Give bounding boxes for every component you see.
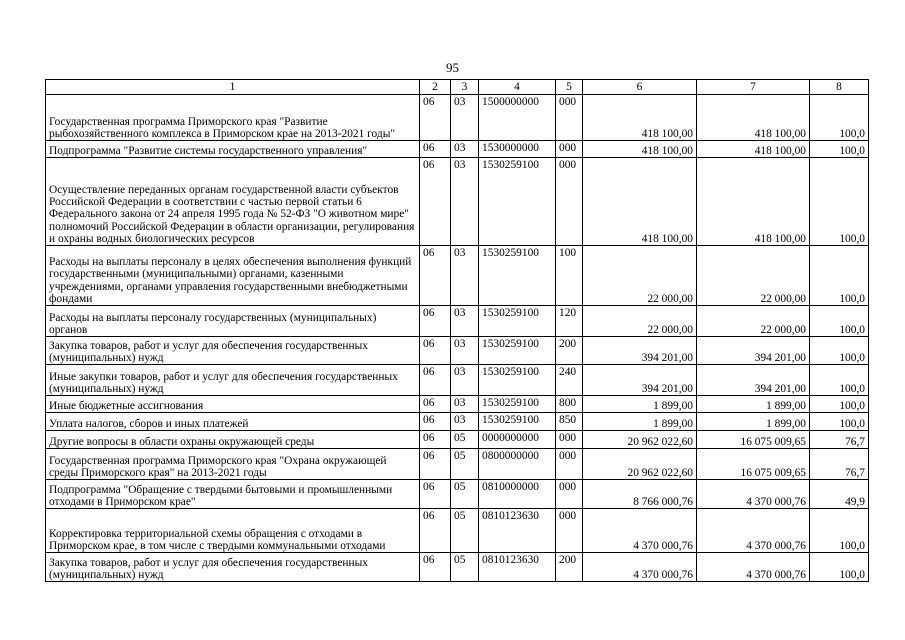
row-code-c3: 03: [451, 141, 479, 158]
row-code-c4: 1530259100: [479, 365, 556, 396]
row-code-c4: 1530259100: [479, 337, 556, 365]
row-code-c4: 1530259100: [479, 246, 556, 306]
row-name: Государственная программа Приморского края "Охрана окружающей среды Приморского края" на 2013-2021 годы: [46, 449, 420, 480]
row-code-c2: 06: [420, 413, 451, 431]
row-name: Другие вопросы в области охраны окружающей среды: [46, 431, 420, 449]
row-code-c4: 0810123630: [479, 553, 556, 582]
row-code-c5: 000: [556, 431, 583, 449]
row-code-c2: 06: [420, 141, 451, 158]
row-name: Уплата налогов, сборов и иных платежей: [46, 413, 420, 431]
row-percent-c8: 100,0: [810, 509, 869, 553]
table-row: [46, 337, 869, 365]
row-amount-c7: 16 075 009,65: [697, 449, 810, 480]
row-code-c5: 000: [556, 449, 583, 480]
row-code-c5: 200: [556, 553, 583, 582]
row-percent-c8: 100,0: [810, 396, 869, 413]
row-percent-c8: 100,0: [810, 306, 869, 337]
table-row: [46, 141, 869, 158]
row-percent-c8: 100,0: [810, 158, 869, 246]
column-header: 8: [810, 80, 869, 95]
row-code-c5: 000: [556, 95, 583, 141]
row-code-c5: 000: [556, 158, 583, 246]
row-code-c4: 0800000000: [479, 449, 556, 480]
row-percent-c8: 100,0: [810, 365, 869, 396]
table-row: [46, 413, 869, 431]
row-code-c4: 1530259100: [479, 158, 556, 246]
row-code-c3: 03: [451, 413, 479, 431]
row-amount-c7: 22 000,00: [697, 306, 810, 337]
row-percent-c8: 76,7: [810, 431, 869, 449]
column-header: 4: [479, 80, 556, 95]
row-amount-c7: 4 370 000,76: [697, 480, 810, 509]
row-code-c2: 06: [420, 431, 451, 449]
row-amount-c6: 418 100,00: [583, 158, 697, 246]
row-code-c5: 240: [556, 365, 583, 396]
row-code-c2: 06: [420, 509, 451, 553]
row-code-c3: 03: [451, 246, 479, 306]
row-percent-c8: 100,0: [810, 337, 869, 365]
row-code-c2: 06: [420, 158, 451, 246]
column-header: 2: [420, 80, 451, 95]
table-row: [46, 365, 869, 396]
row-percent-c8: 100,0: [810, 141, 869, 158]
column-header: 6: [583, 80, 697, 95]
row-amount-c7: 418 100,00: [697, 95, 810, 141]
page-number: 95: [446, 60, 459, 75]
column-header-row: [46, 80, 869, 95]
table-row: [46, 246, 869, 306]
column-header: 3: [451, 80, 479, 95]
row-code-c4: 0000000000: [479, 431, 556, 449]
row-code-c3: 05: [451, 449, 479, 480]
row-code-c5: 200: [556, 337, 583, 365]
row-code-c4: 1530000000: [479, 141, 556, 158]
row-name: Расходы на выплаты персоналу в целях обеспечения выполнения функций государственными (муниципальными) органами, казенными учреждениями, органами управления государственными внебюджетными фондами: [46, 246, 420, 306]
row-amount-c6: 22 000,00: [583, 306, 697, 337]
row-code-c3: 03: [451, 306, 479, 337]
row-code-c5: 000: [556, 480, 583, 509]
row-code-c3: 03: [451, 396, 479, 413]
row-code-c3: 03: [451, 337, 479, 365]
row-amount-c7: 418 100,00: [697, 141, 810, 158]
row-code-c3: 05: [451, 509, 479, 553]
row-name: Закупка товаров, работ и услуг для обеспечения государственных (муниципальных) нужд: [46, 553, 420, 582]
row-code-c2: 06: [420, 449, 451, 480]
row-amount-c6: 20 962 022,60: [583, 449, 697, 480]
table-row: [46, 431, 869, 449]
row-code-c4: 1530259100: [479, 306, 556, 337]
row-code-c5: 000: [556, 141, 583, 158]
row-name: Подпрограмма "Развитие системы государственного управления": [46, 141, 420, 158]
row-amount-c6: 22 000,00: [583, 246, 697, 306]
budget-table: [45, 79, 869, 582]
table-row: [46, 95, 869, 141]
row-percent-c8: 100,0: [810, 553, 869, 582]
row-name: Закупка товаров, работ и услуг для обеспечения государственных (муниципальных) нужд: [46, 337, 420, 365]
row-code-c4: 0810000000: [479, 480, 556, 509]
row-code-c4: 1530259100: [479, 396, 556, 413]
row-amount-c6: 394 201,00: [583, 365, 697, 396]
row-amount-c7: 394 201,00: [697, 337, 810, 365]
row-code-c2: 06: [420, 337, 451, 365]
row-percent-c8: 49,9: [810, 480, 869, 509]
row-code-c5: 800: [556, 396, 583, 413]
row-code-c5: 120: [556, 306, 583, 337]
row-name: Иные бюджетные ассигнования: [46, 396, 420, 413]
table-row: [46, 158, 869, 246]
row-amount-c6: 4 370 000,76: [583, 509, 697, 553]
row-code-c4: 1530259100: [479, 413, 556, 431]
row-code-c3: 05: [451, 553, 479, 582]
row-amount-c6: 1 899,00: [583, 396, 697, 413]
row-code-c2: 06: [420, 365, 451, 396]
column-header: 5: [556, 80, 583, 95]
row-code-c2: 06: [420, 480, 451, 509]
row-code-c2: 06: [420, 396, 451, 413]
row-code-c2: 06: [420, 306, 451, 337]
row-code-c5: 000: [556, 509, 583, 553]
row-code-c5: 850: [556, 413, 583, 431]
row-amount-c6: 418 100,00: [583, 95, 697, 141]
column-header: 7: [697, 80, 810, 95]
table-row: [46, 480, 869, 509]
row-amount-c7: 1 899,00: [697, 413, 810, 431]
row-amount-c6: 20 962 022,60: [583, 431, 697, 449]
row-percent-c8: 100,0: [810, 413, 869, 431]
row-amount-c7: 16 075 009,65: [697, 431, 810, 449]
table-row: [46, 449, 869, 480]
row-amount-c6: 418 100,00: [583, 141, 697, 158]
row-code-c4: 0810123630: [479, 509, 556, 553]
row-name: Подпрограмма "Обращение с твердыми бытовыми и промышленными отходами в Приморском крае": [46, 480, 420, 509]
row-amount-c7: 1 899,00: [697, 396, 810, 413]
table-row: [46, 396, 869, 413]
row-code-c2: 06: [420, 553, 451, 582]
row-amount-c6: 8 766 000,76: [583, 480, 697, 509]
row-name: Корректировка территориальной схемы обращения с отходами в Приморском крае, в том числе с твердыми коммунальными отходами: [46, 509, 420, 553]
row-percent-c8: 100,0: [810, 246, 869, 306]
table-row: [46, 509, 869, 553]
row-percent-c8: 76,7: [810, 449, 869, 480]
row-amount-c7: 418 100,00: [697, 158, 810, 246]
column-header: 1: [46, 80, 420, 95]
row-name: Осуществление переданных органам государственной власти субъектов Российской Федерации в соответствии с частью первой статьи 6 Федерального закона от 24 апреля 1995 года № 52-ФЗ "О животном мире" полномочий Российской Федерации в области организации, регулирования и охраны водных биологических ресурсов: [46, 158, 420, 246]
row-amount-c7: 4 370 000,76: [697, 509, 810, 553]
row-amount-c6: 4 370 000,76: [583, 553, 697, 582]
table-row: [46, 553, 869, 582]
row-code-c4: 1500000000: [479, 95, 556, 141]
row-name: Иные закупки товаров, работ и услуг для обеспечения государственных (муниципальных) нужд: [46, 365, 420, 396]
row-code-c3: 05: [451, 431, 479, 449]
table-body: [46, 80, 869, 582]
row-code-c2: 06: [420, 95, 451, 141]
row-code-c2: 06: [420, 246, 451, 306]
table-row: [46, 306, 869, 337]
row-percent-c8: 100,0: [810, 95, 869, 141]
row-amount-c7: 394 201,00: [697, 365, 810, 396]
row-code-c3: 05: [451, 480, 479, 509]
row-name: Расходы на выплаты персоналу государственных (муниципальных) органов: [46, 306, 420, 337]
row-code-c3: 03: [451, 365, 479, 396]
row-amount-c7: 4 370 000,76: [697, 553, 810, 582]
row-code-c5: 100: [556, 246, 583, 306]
row-amount-c6: 1 899,00: [583, 413, 697, 431]
row-code-c3: 03: [451, 95, 479, 141]
row-amount-c7: 22 000,00: [697, 246, 810, 306]
row-name: Государственная программа Приморского края "Развитие рыбохозяйственного комплекса в Приморском крае на 2013-2021 годы": [46, 95, 420, 141]
row-code-c3: 03: [451, 158, 479, 246]
row-amount-c6: 394 201,00: [583, 337, 697, 365]
